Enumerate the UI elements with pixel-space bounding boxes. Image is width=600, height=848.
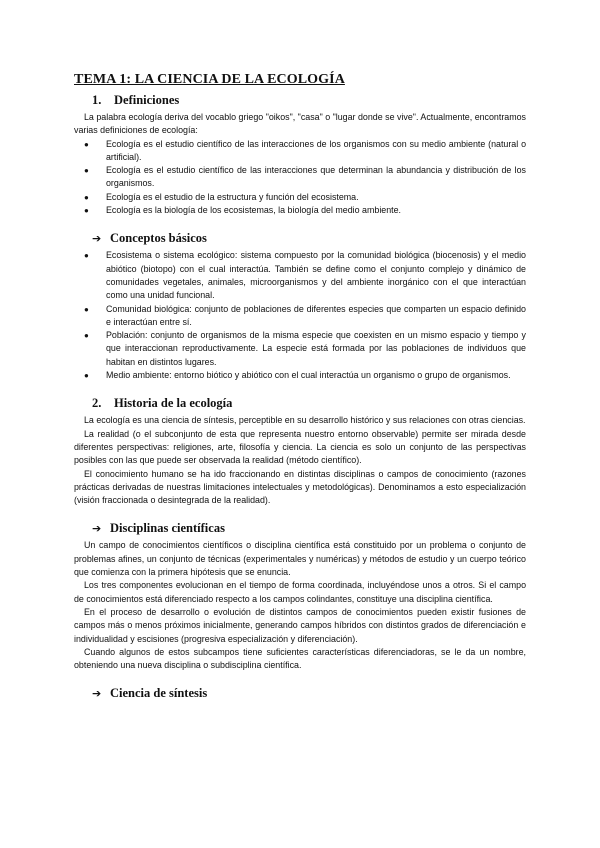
section-heading-text: Disciplinas científicas	[110, 521, 225, 536]
paragraph: Un campo de conocimientos científicos o disciplina científica está constituido por un problema o conjunto de problemas afines, un conjunto de técnicas (experimentales y numéricas) y métodos de estudio y un cuerpo teórico que comienza con la primera hipótesis que se enuncia.	[74, 540, 526, 578]
section-number: 2.	[92, 396, 102, 411]
section-heading-text: Ciencia de síntesis	[110, 686, 208, 701]
paragraph: Cuando algunos de estos subcampos tiene suficientes características diferenciadoras, se le da un nombre, obteniendo una nueva disciplina o subdisciplina científica.	[74, 646, 526, 671]
list-item: ● Ecosistema o sistema ecológico: sistema compuesto por la comunidad biológica (biocenosis) y el medio abiótico (biotopo) con el cual interactúa. También se define como el conjunto complejo y dinámico de comunidades vegetales, animales, microorganismos y del ambiente inorgánico con el que interactúan como una unidad funcional.	[84, 250, 526, 301]
bullet-icon: ●	[84, 304, 89, 314]
section-heading-text: Historia de la ecología	[114, 396, 233, 411]
section-heading-historia	[92, 396, 526, 411]
list-item: ● Ecología es el estudio científico de las interacciones de los organismos con su medio ambiente (natural o artificial).	[84, 138, 526, 162]
paragraph: El conocimiento humano se ha ido fraccionando en distintas disciplinas o campos de conocimiento (razones prácticas derivadas de nuestras limitaciones intelectuales y metodológicas). Denominamos a esto especialización (visión fraccionada o desintegrada de la realidad).	[74, 468, 526, 506]
section-heading-text: Conceptos básicos	[110, 231, 207, 246]
list-item: ● Ecología es el estudio de la estructura y función del ecosistema.	[106, 191, 526, 204]
arrow-right-icon: ➔	[92, 232, 102, 246]
definiciones-list	[74, 138, 526, 218]
conceptos-list	[74, 249, 526, 382]
bullet-icon: ●	[84, 206, 89, 216]
section-number: 1.	[92, 93, 102, 107]
page-title: TEMA 1: LA CIENCIA DE LA ECOLOGÍA	[74, 72, 345, 87]
definiciones-intro: La palabra ecología deriva del vocablo griego "oikos", "casa" o "lugar donde se vive". Actualmente, encontramos varias definiciones de ecología:	[74, 112, 526, 136]
list-item: ● Ecología es la biología de los ecosistemas, la biología del medio ambiente.	[106, 204, 526, 217]
section-heading-sintesis	[92, 686, 526, 701]
paragraph: La ecología es una ciencia de síntesis, perceptible en su desarrollo histórico y sus relaciones con otras ciencias.	[84, 415, 526, 426]
section-heading-definiciones	[92, 93, 526, 108]
arrow-right-icon: ➔	[92, 687, 102, 701]
arrow-right-icon: ➔	[92, 522, 102, 536]
section-heading-disciplinas	[92, 521, 526, 536]
list-item: ● Medio ambiente: entorno biótico y abiótico con el cual interactúa un organismo o grupo de organismos.	[106, 369, 526, 382]
bullet-icon: ●	[84, 251, 89, 261]
paragraph: La realidad (o el subconjunto de esta que representa nuestro entorno observable) permite ser mirada desde diferentes perspectivas: religiones, arte, filosofía y ciencia. La ciencia es solo un conjunto de las perspectivas posibles con las que puede ser observada la realidad (método científico).	[74, 428, 526, 466]
bullet-icon: ●	[84, 192, 89, 202]
list-item: ● Población: conjunto de organismos de la misma especie que coexisten en un mismo espacio y tiempo y que interaccionan reproductivamente. La especie está formada por las poblaciones de individuos que habitan en distintos lugares.	[84, 330, 526, 367]
bullet-icon: ●	[84, 166, 89, 176]
paragraph: Los tres componentes evolucionan en el tiempo de forma coordinada, incluyéndose unos a otros. Si el campo de conocimientos está diferenciado respecto a los campos colindantes, constituye una disciplina científica.	[74, 580, 526, 604]
bullet-icon: ●	[84, 139, 89, 149]
bullet-icon: ●	[84, 371, 89, 381]
list-item: ● Comunidad biológica: conjunto de poblaciones de diferentes especies que comparten un espacio definido e interactúan entre sí.	[84, 303, 526, 327]
list-item: ● Ecología es el estudio científico de las interacciones que determinan la abundancia y distribución de los organismos.	[84, 165, 526, 189]
bullet-icon: ●	[84, 331, 89, 341]
section-heading-text: Definiciones	[114, 93, 180, 107]
paragraph: En el proceso de desarrollo o evolución de distintos campos de conocimientos pueden existir fusiones de campos más o menos próximos inicialmente, generando campos híbridos con distintos grados de diferenciación e individualidad y escisiones (progresiva especialización y diferenciación).	[74, 606, 526, 644]
section-heading-conceptos	[92, 231, 526, 246]
